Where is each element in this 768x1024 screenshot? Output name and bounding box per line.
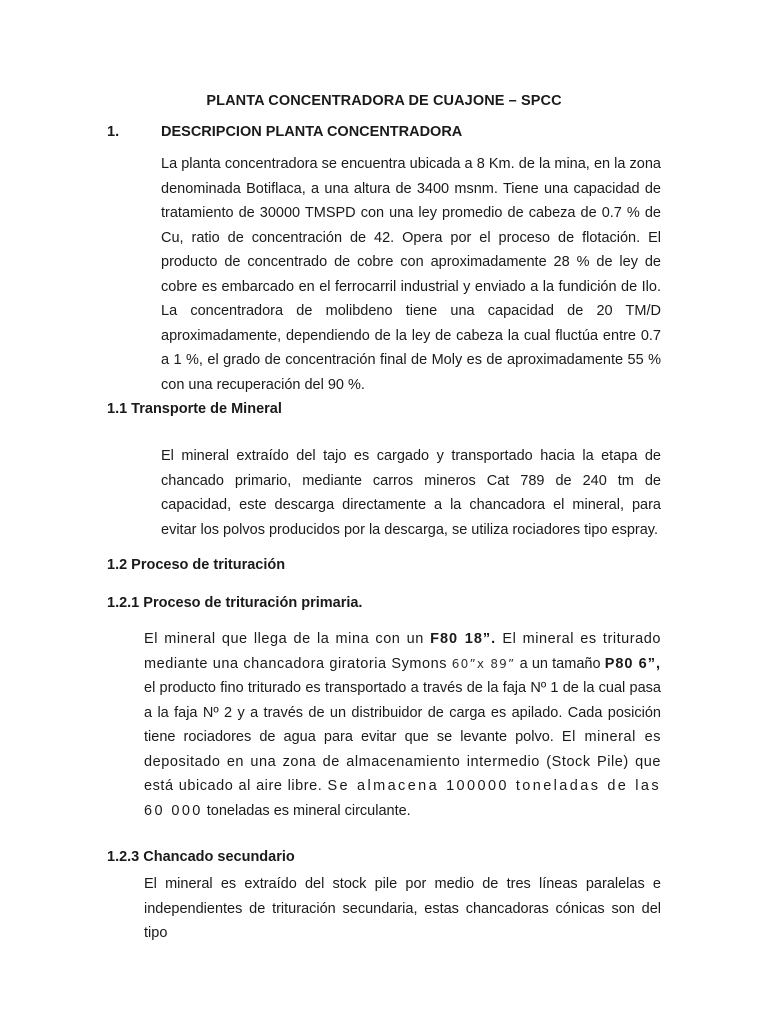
section-1-2-1-heading: 1.2.1 Proceso de trituración primaria. [107,595,363,611]
section-1-2-3-heading: 1.2.3 Chancado secundario [107,849,295,865]
p80-value: P80 6”, [604,655,662,672]
crusher-size: 60”x 89” [451,656,516,671]
document-title: PLANTA CONCENTRADORA DE CUAJONE – SPCC [206,93,562,109]
section-1-title: DESCRIPCION PLANTA CONCENTRADORA [161,124,463,140]
f80-value: F80 18”. [430,631,497,647]
section-1-2-heading: 1.2 Proceso de trituración [107,557,286,573]
section-1-paragraph: La planta concentradora se encuentra ubicada a 8 Km. de la mina, en la zona denominada Botiflaca, a una altura de 3400 msnm. Tiene una capacidad de tratamiento de 30000 TMSPD con una ley promedio de cabeza de 0.7 % de Cu, ratio de concentración de 42. Opera por el proceso de flotación. El producto de concentrado de cobre con aproximadamente 28 % de ley de cobre es embarcado en el ferrocarril industrial y enviado a la fundición de Ilo. La concentradora de molibdeno tiene una capacidad de 20 TM/D aproximadamente, dependiendo de la ley de cabeza la cual fluctúa entre 0.7 a 1 %, el grado de concentración final de Moly es de aproximadamente 55 % con una recuperación del 90 %. [161,156,661,393]
section-1-2-1-paragraph: El mineral que llega de la mina con un F80 18”. El mineral es triturado mediante una chancadora giratoria Symons 60”x 89” a un tamaño P80 6”, el producto fino triturado es transportado a través de la faja Nº 1 de la cual pasa a la faja Nº 2 y a través de un distribuidor de carga es apilado. Cada posición tiene rociadores de agua para evitar que se levante polvo. El mineral es depositado en una zona de almacenamiento intermedio (Stock Pile) que está ubicado al aire libre. Se almacena 100000 toneladas de las 60 000 toneladas es mineral circulante. [144,631,662,819]
section-1-1-paragraph: El mineral extraído del tajo es cargado y transportado hacia la etapa de chancado primario, mediante carros mineros Cat 789 de 240 tm de capacidad, este descarga directamente a la chancadora el mineral, para evitar los polvos producidos por la descarga, se utiliza rociadores tipo espray. [161,448,661,538]
section-1-heading [107,124,462,140]
section-1-2-3-paragraph: El mineral es extraído del stock pile por medio de tres líneas paralelas e independientes de trituración secundaria, estas chancadoras cónicas son del tipo [144,876,661,941]
section-1-number: 1. [107,124,120,140]
section-1-1-heading: 1.1 Transporte de Mineral [107,401,282,417]
